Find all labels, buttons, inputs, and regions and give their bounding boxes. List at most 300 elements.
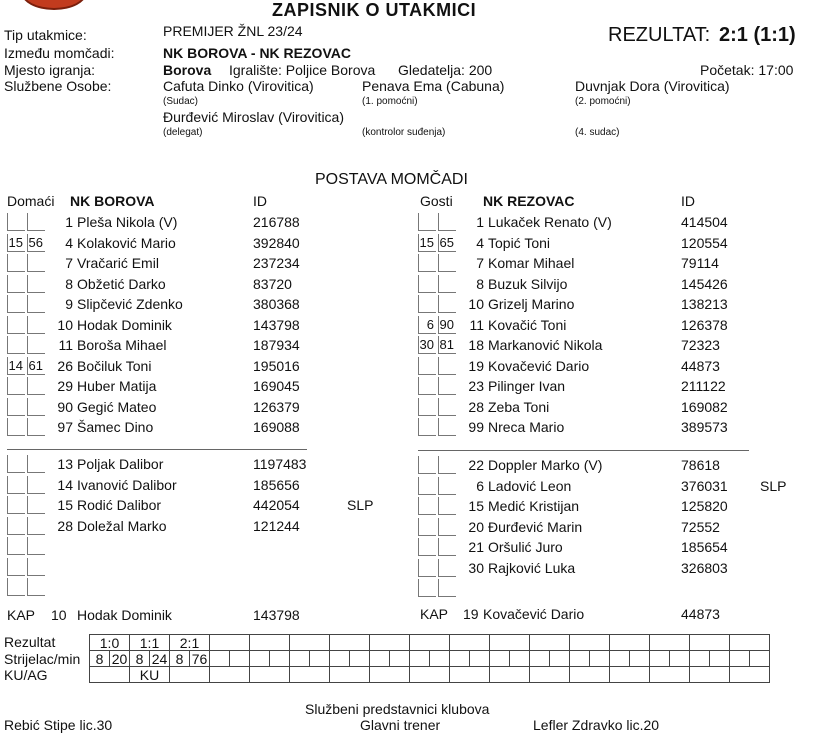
home-team-name: NK BOROVA (70, 193, 155, 209)
player-number: 8 (476, 275, 484, 292)
sub-minute-cell (7, 398, 25, 416)
scorer-cell (430, 651, 450, 667)
sub-minute-cell (418, 418, 436, 436)
sub-minute-cell (418, 477, 436, 495)
sub-minute-cell (438, 518, 456, 536)
player-id: 44873 (681, 357, 720, 374)
player-number: 1 (65, 214, 73, 230)
player-name: Markanović Nikola (488, 337, 603, 353)
home-id-header: ID (253, 193, 267, 209)
sub-minute-cell (27, 418, 45, 436)
sub-minute-cell (438, 357, 456, 375)
player-number: 99 (468, 419, 484, 435)
table-row (418, 335, 818, 356)
sub-minute-cell (7, 496, 25, 514)
sub-minute-cell (7, 455, 25, 473)
sub-minute-cell (27, 537, 45, 555)
table-row (418, 233, 818, 254)
scorer-cell (410, 651, 430, 667)
player-name: Gegić Mateo (77, 398, 157, 415)
scorer-cell (730, 651, 750, 667)
scorer-cell: 8 (170, 651, 190, 667)
player-number: 4 (476, 234, 484, 251)
table-row (418, 397, 818, 418)
ku-cell (210, 667, 250, 683)
player-name: Huber Matija (77, 378, 157, 394)
table-row (7, 274, 407, 295)
ku-cell (250, 667, 290, 683)
ku-cell (330, 667, 370, 683)
sub-minute-cell (7, 295, 25, 313)
player-name: Vračarić Emil (77, 255, 159, 271)
sub-minute-cell (418, 559, 436, 577)
player-id: 169045 (253, 378, 300, 394)
player-name: Kovačić Toni (488, 316, 567, 333)
club-logo (21, 0, 87, 10)
table-row (7, 233, 407, 254)
player-name: Buzuk Silvijo (488, 275, 568, 292)
scorer-cell (270, 651, 290, 667)
sub-minute-cell (7, 517, 25, 535)
score-cell: 2:1 (170, 635, 210, 651)
score-cell: 1:0 (90, 635, 130, 651)
scorer-cell (750, 651, 770, 667)
sub-minute-cell: 30 (419, 337, 434, 352)
scorer-cell (670, 651, 690, 667)
ku-row (90, 667, 770, 683)
ku-cell (530, 667, 570, 683)
scorer-cell (690, 651, 710, 667)
sub-minute-cell (438, 254, 456, 272)
sub-minute-cell (27, 336, 45, 354)
score-cell (490, 635, 530, 651)
table-row (7, 577, 407, 598)
head-coach-label: Glavni trener (360, 717, 441, 733)
ku-row-label: KU/AG (4, 667, 48, 683)
player-name: Obžetić Darko (77, 275, 166, 292)
ku-cell (610, 667, 650, 683)
score-row-label: Rezultat (4, 634, 56, 650)
sub-minute-cell: 15 (419, 234, 434, 250)
player-number: 11 (469, 316, 484, 333)
score-cell (330, 635, 370, 651)
sub-minute-cell: 81 (439, 337, 454, 352)
player-name: Kolaković Mario (77, 234, 176, 251)
sub-minute-cell: 14 (8, 357, 23, 373)
player-id: 326803 (681, 559, 728, 576)
ku-cell (570, 667, 610, 683)
player-number: 7 (65, 255, 73, 271)
table-row (418, 417, 818, 438)
sub-minute-cell (438, 497, 456, 515)
sub-minute-cell (7, 418, 25, 436)
scorer-cell (470, 651, 490, 667)
scorer-row-label: Strijelac/min (4, 651, 81, 667)
scorer-cell (570, 651, 590, 667)
scorer-cell (210, 651, 230, 667)
sub-minute-cell (418, 456, 436, 474)
scorer-cell: 8 (90, 651, 110, 667)
official-role: (4. sudac) (575, 127, 620, 138)
sub-minute-cell (7, 275, 25, 293)
home-substitutes (7, 454, 407, 598)
sub-minute-cell (27, 476, 45, 494)
match-type-label: Tip utakmice: (4, 27, 87, 43)
sub-minute-cell (7, 537, 25, 555)
player-id: 121244 (253, 517, 300, 534)
player-id: 78618 (681, 457, 720, 473)
sub-minute-cell (438, 559, 456, 577)
player-number: 23 (468, 378, 484, 394)
scorer-cell: 8 (130, 651, 150, 667)
player-number: 30 (468, 559, 484, 576)
player-id: 414504 (681, 214, 728, 230)
player-id: 389573 (681, 419, 728, 435)
scorer-cell (330, 651, 350, 667)
player-number: 26 (57, 357, 73, 374)
player-id: 195016 (253, 357, 300, 374)
player-name: Zeba Toni (488, 398, 550, 415)
player-number: 90 (57, 398, 73, 415)
score-cell (370, 635, 410, 651)
player-name: Lukaček Renato (V) (488, 214, 612, 230)
score-cell (250, 635, 290, 651)
scorer-cell (590, 651, 610, 667)
sub-minute-cell: 65 (439, 234, 454, 250)
player-name: Ladović Leon (488, 477, 572, 494)
scorer-cell (610, 651, 630, 667)
player-number: 20 (468, 518, 484, 535)
table-row (418, 517, 818, 538)
sub-minute-cell (7, 578, 25, 596)
officials-label: Službene Osobe: (4, 78, 112, 94)
player-id: 185654 (681, 539, 728, 555)
sub-minute-cell (418, 398, 436, 416)
table-row (418, 476, 818, 497)
ku-cell (170, 667, 210, 683)
scorer-cell (650, 651, 670, 667)
player-id: 72552 (681, 518, 720, 535)
table-row (418, 578, 818, 599)
sub-minute-cell (27, 213, 45, 231)
sub-minute-cell: 56 (28, 234, 43, 250)
sub-minute-cell (438, 275, 456, 293)
home-captain-label: KAP (7, 607, 36, 623)
divider (7, 449, 307, 450)
player-number: 15 (468, 498, 484, 514)
ku-cell: KU (130, 667, 170, 683)
score-cell (530, 635, 570, 651)
player-id: 83720 (253, 275, 292, 292)
score-cell (450, 635, 490, 651)
player-name: Doležal Marko (77, 517, 167, 534)
player-id: 125820 (681, 498, 728, 514)
scorer-cell (250, 651, 270, 667)
official-name: Đurđević Miroslav (Virovitica) (163, 109, 345, 125)
table-row (7, 212, 407, 233)
player-name: Rajković Luka (488, 559, 576, 576)
player-number: 9 (65, 296, 73, 312)
home-captain-number: 10 (51, 607, 67, 623)
table-row (7, 516, 407, 537)
table-row (418, 212, 818, 233)
sub-minute-cell (438, 377, 456, 395)
score-cell: 1:1 (130, 635, 170, 651)
player-number: 10 (468, 296, 484, 312)
away-id-header: ID (681, 193, 695, 209)
ku-cell (450, 667, 490, 683)
player-id: 143798 (253, 316, 300, 333)
scorer-cell (710, 651, 730, 667)
sub-minute-cell (438, 213, 456, 231)
sub-minute-cell (27, 455, 45, 473)
official-role: (2. pomoćni) (575, 96, 631, 107)
player-number: 18 (468, 337, 484, 353)
player-name: Poljak Dalibor (77, 456, 164, 472)
spectators-value: Gledatelja: 200 (398, 62, 493, 78)
player-id: 145426 (681, 275, 728, 292)
table-row (7, 417, 407, 438)
sub-minute-cell: 6 (418, 316, 436, 334)
player-note: SLP (760, 477, 787, 494)
player-id: 72323 (681, 337, 720, 353)
sub-minute-cell (418, 377, 436, 395)
sub-minute-cell (7, 316, 25, 334)
player-name: Ivanović Dalibor (77, 476, 177, 493)
player-name: Komar Mihael (488, 255, 575, 271)
scorer-cell (230, 651, 250, 667)
player-number: 28 (57, 517, 73, 534)
player-number: 29 (57, 378, 73, 394)
player-number: 11 (58, 337, 73, 353)
player-id: 185656 (253, 476, 300, 493)
player-id: 237234 (253, 255, 300, 271)
player-id: 187934 (253, 337, 300, 353)
sub-minute-cell (7, 254, 25, 272)
table-row (7, 294, 407, 315)
venue-place: Borova (163, 62, 212, 78)
scorer-cell (310, 651, 330, 667)
official-name: Penava Ema (Cabuna) (362, 78, 505, 94)
away-side-label: Gosti (420, 193, 453, 209)
club-officials-title: Službeni predstavnici klubova (305, 701, 490, 717)
sub-minute-cell (438, 295, 456, 313)
player-number: 21 (468, 539, 484, 555)
player-number: 15 (57, 497, 73, 513)
scorer-cell (630, 651, 650, 667)
score-grid (89, 634, 770, 683)
sub-minute-cell (418, 275, 436, 293)
player-name: Medić Kristijan (488, 498, 580, 514)
table-row (7, 397, 407, 418)
scorer-cell (510, 651, 530, 667)
player-name: Pilinger Ivan (488, 378, 566, 394)
player-name: Boroša Mihael (77, 337, 167, 353)
score-cell (730, 635, 770, 651)
document-title: ZAPISNIK O UTAKMICI (272, 0, 477, 20)
player-id: 392840 (253, 234, 300, 251)
table-row (7, 557, 407, 578)
table-row (418, 496, 818, 517)
sub-minute-cell (27, 496, 45, 514)
player-number: 8 (65, 275, 73, 292)
sub-minute-cell (438, 477, 456, 495)
ku-cell (290, 667, 330, 683)
player-id: 138213 (681, 296, 728, 312)
official-name: Cafuta Dinko (Virovitica) (163, 78, 314, 94)
score-cell (570, 635, 610, 651)
score-cell (210, 635, 250, 651)
table-row (7, 315, 407, 336)
venue-label: Mjesto igranja: (4, 62, 96, 78)
sub-minute-cell (438, 538, 456, 556)
player-number: 4 (65, 234, 73, 251)
sub-minute-cell (7, 377, 25, 395)
player-number: 22 (468, 457, 484, 473)
home-side-label: Domaći (7, 193, 55, 209)
player-id: 442054 (253, 497, 300, 513)
scorer-row (90, 651, 770, 667)
player-id: 126379 (253, 398, 300, 415)
sub-minute-cell: 15 (8, 234, 23, 250)
scorer-cell (370, 651, 390, 667)
table-row (418, 253, 818, 274)
player-name: Bočiluk Toni (77, 357, 152, 374)
sub-minute-cell: 90 (439, 316, 454, 332)
player-name: Pleša Nikola (V) (77, 214, 178, 230)
sub-minute-cell (418, 538, 436, 556)
home-captain-id: 143798 (253, 607, 300, 623)
player-id: 1197483 (253, 456, 307, 472)
table-row (418, 376, 818, 397)
sub-minute-cell (27, 517, 45, 535)
player-name: Šamec Dino (77, 419, 154, 435)
score-cell (410, 635, 450, 651)
scorer-cell (550, 651, 570, 667)
table-row (418, 274, 818, 295)
sub-minute-cell (27, 275, 45, 293)
away-coach: Lefler Zdravko lic.20 (533, 717, 660, 733)
player-number: 97 (57, 419, 73, 435)
scorer-cell (450, 651, 470, 667)
scorer-cell: 20 (110, 651, 130, 667)
table-row (7, 536, 407, 557)
divider (418, 450, 749, 451)
ku-cell (690, 667, 730, 683)
sub-minute-cell (438, 579, 456, 597)
player-name: Rodić Dalibor (77, 497, 162, 513)
table-row (418, 455, 818, 476)
sub-minute-cell (27, 578, 45, 596)
away-captain-number: 19 (463, 606, 479, 622)
player-id: 376031 (681, 477, 728, 494)
sub-minute-cell (27, 254, 45, 272)
home-starters (7, 212, 407, 438)
sub-minute-cell (418, 254, 436, 272)
sub-minute-cell (27, 295, 45, 313)
player-name: Slipčević Zdenko (77, 296, 183, 312)
teams-value: NK BOROVA - NK REZOVAC (163, 45, 351, 61)
lineup-title: POSTAVA MOMČADI (315, 171, 468, 188)
player-id: 169088 (253, 419, 300, 435)
score-row (90, 635, 770, 651)
away-team-name: NK REZOVAC (483, 193, 575, 209)
player-name: Doppler Marko (V) (488, 457, 603, 473)
between-label: Između momčadi: (4, 45, 115, 61)
pitch-value: Igralište: Poljice Borova (229, 62, 376, 78)
sub-minute-cell (438, 418, 456, 436)
scorer-cell (490, 651, 510, 667)
sub-minute-cell (418, 579, 436, 597)
official-role: (Sudac) (163, 96, 199, 107)
scorer-cell (350, 651, 370, 667)
table-row (7, 454, 407, 475)
ku-cell (370, 667, 410, 683)
player-note: SLP (347, 497, 374, 513)
sub-minute-cell (418, 357, 436, 375)
table-row (7, 475, 407, 496)
result-value: 2:1 (1:1) (719, 24, 796, 46)
player-id: 169082 (681, 398, 728, 415)
official-role: (delegat) (163, 127, 203, 138)
official-role: (1. pomoćni) (362, 96, 418, 107)
player-id: 211122 (681, 378, 726, 394)
score-cell (290, 635, 330, 651)
player-number: 28 (468, 398, 484, 415)
table-row (418, 558, 818, 579)
sub-minute-cell (418, 213, 436, 231)
ku-cell (90, 667, 130, 683)
sub-minute-cell (27, 398, 45, 416)
player-id: 380368 (253, 296, 300, 312)
player-name: Đurđević Marin (488, 518, 583, 535)
result-label: REZULTAT: (608, 24, 711, 46)
score-cell (690, 635, 730, 651)
official-role: (kontrolor suđenja) (362, 127, 446, 138)
ku-cell (730, 667, 770, 683)
player-name: Nreca Mario (488, 419, 565, 435)
sub-minute-cell (418, 497, 436, 515)
ku-cell (410, 667, 450, 683)
home-coach: Rebić Stipe lic.30 (4, 717, 113, 733)
table-row (7, 335, 407, 356)
sub-minute-cell (7, 213, 25, 231)
player-number: 1 (476, 214, 484, 230)
scorer-cell (530, 651, 550, 667)
ku-cell (650, 667, 690, 683)
scorer-cell: 24 (150, 651, 170, 667)
score-cell (650, 635, 690, 651)
player-id: 120554 (681, 234, 728, 251)
table-row (7, 376, 407, 397)
player-number: 10 (57, 316, 73, 333)
ku-cell (490, 667, 530, 683)
sub-minute-cell (27, 316, 45, 334)
sub-minute-cell (418, 295, 436, 313)
away-captain-id: 44873 (681, 606, 720, 622)
league-name: PREMIJER ŽNL 23/24 (163, 23, 303, 39)
sub-minute-cell (418, 518, 436, 536)
start-time: Početak: 17:00 (700, 62, 794, 78)
player-name: Topić Toni (488, 234, 551, 251)
official-name: Duvnjak Dora (Virovitica) (575, 78, 730, 94)
sub-minute-cell (438, 456, 456, 474)
table-row (418, 356, 818, 377)
sub-minute-cell: 61 (28, 357, 43, 373)
table-row (418, 537, 818, 558)
player-id: 126378 (681, 316, 728, 333)
sub-minute-cell (7, 336, 25, 354)
